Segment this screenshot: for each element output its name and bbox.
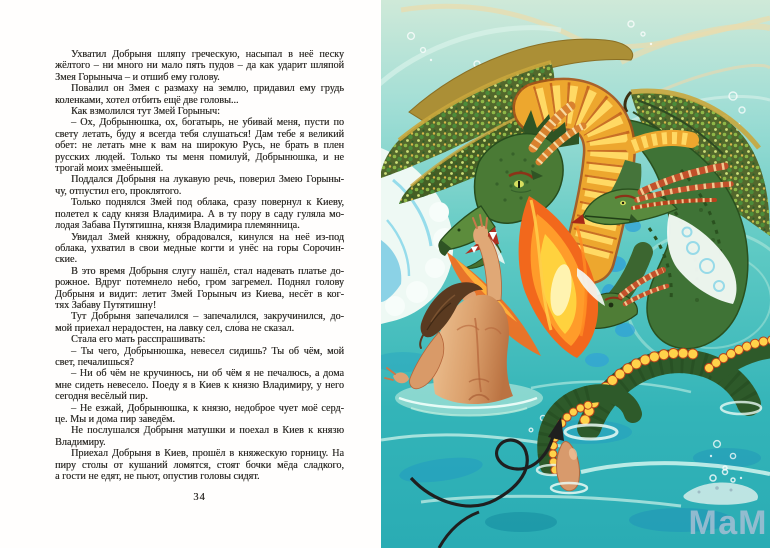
text-line: – Ты чего, Добрынюшка, невесел сидишь? Ты об чём, мой bbox=[71, 345, 344, 357]
text-line: рожное. Вдруг потемнело небо, гром загремел. Поднял голову bbox=[55, 277, 344, 289]
text-line: Не послушался Добрыня матушки и поехал в Киев к князю bbox=[71, 425, 344, 437]
text-line: Змея Горыныча – и отшиб ему голову. bbox=[55, 71, 220, 83]
text-line: трогай моих змеёнышей. bbox=[55, 163, 164, 175]
text-line: – Не езжай, Добрынюшка, к князю, недоброе чует моё серд- bbox=[71, 402, 344, 414]
text-line: тях Забаву Путятишну! bbox=[55, 299, 157, 311]
text-line: коленками, хотел отбить ещё две головы... bbox=[55, 94, 239, 106]
text-line: Ухватил Добрыня шляпу греческую, насыпал в неё песку bbox=[71, 49, 344, 60]
text-line: свету летать, буду я всегда тебя слушаться! Дам тебе я великий bbox=[55, 128, 344, 140]
text-line: лодая Забава Путятишна, князя Владимира племянница. bbox=[55, 220, 300, 232]
text-line: Владимиру. bbox=[55, 436, 106, 448]
text-line: чу, отпустил его, проклятого. bbox=[55, 185, 182, 197]
text-line: – Ох, Добрынюшка, ох, богатырь, не убивай меня, пусти по bbox=[71, 117, 344, 129]
text-line: полетел к саду князя Владимира. А в ту пору в саду гуляла мо- bbox=[55, 208, 344, 220]
text-line: мой приехал нерадостен, на лавку сел, сло́ва не сказал. bbox=[55, 322, 295, 334]
illustration bbox=[381, 0, 770, 548]
text-line: Как взмолился тут Змей Горыныч: bbox=[71, 106, 220, 118]
text-line: мне сидеть невесело. Поеду я в Киев к князю Владимиру, у него bbox=[55, 379, 344, 391]
text-line: В это время Добрыня слугу нашёл, стал надевать платье до- bbox=[71, 265, 344, 277]
text-block bbox=[55, 49, 344, 482]
text-line: ские. bbox=[55, 254, 77, 266]
text-line: русских людей. Только ты меня помилуй, Добрынюшка, и не bbox=[55, 151, 344, 163]
page-number: 34 bbox=[193, 492, 206, 503]
text-line: Добрыня и видит: летит Змей Горыныч из Киева, несёт в ког- bbox=[55, 288, 344, 300]
text-line: Поддался Добрыня на лукавую речь, поверил Змею Горыны- bbox=[71, 174, 344, 186]
text-line: Тут Добрыня запечалился – запечалился, закручинился, до- bbox=[71, 311, 344, 323]
text-line: а гости не едят, не пьют, опустив головы сидят. bbox=[55, 471, 260, 483]
text-line: Только поднялся Змей под облака, сразу повернул к Киеву, bbox=[71, 197, 344, 209]
text-line: жёлтого – ни много ни мало пять пудов – да как ударит шляпой bbox=[55, 60, 344, 72]
watermark-text: МаМ bbox=[688, 504, 768, 542]
text-line: Увидал Змей княжну, обрадовался, кинулся на неё из-под bbox=[71, 231, 344, 243]
text-line: це. Мы и дома пир заведём. bbox=[55, 414, 175, 425]
text-line: свет, печалишься? bbox=[55, 356, 134, 368]
text-line: пиру столы от кушаний ломятся, стоят бочки мёда сладкого, bbox=[55, 459, 344, 471]
text-line: Повалил он Змея с размаху на землю, придавил ему грудь bbox=[71, 83, 344, 95]
text-line: – Ни об чём не кручинюсь, ни об чём я не печалюсь, а дома bbox=[71, 368, 344, 380]
text-line: сегодня весёлый пир. bbox=[55, 391, 148, 403]
text-line: Стала его мать расспрашивать: bbox=[71, 334, 206, 346]
text-line: облака, ухватил в свои медные когти и унёс на горы Сорочин- bbox=[55, 242, 344, 254]
right-page bbox=[381, 0, 770, 548]
text-line: Приехал Добрыня в Киев, прошёл в княжескую горницу. На bbox=[71, 448, 344, 460]
left-page bbox=[0, 0, 381, 548]
text-line: обет: не летать мне к вам на широкую Русь, не брать в плен bbox=[55, 140, 344, 152]
